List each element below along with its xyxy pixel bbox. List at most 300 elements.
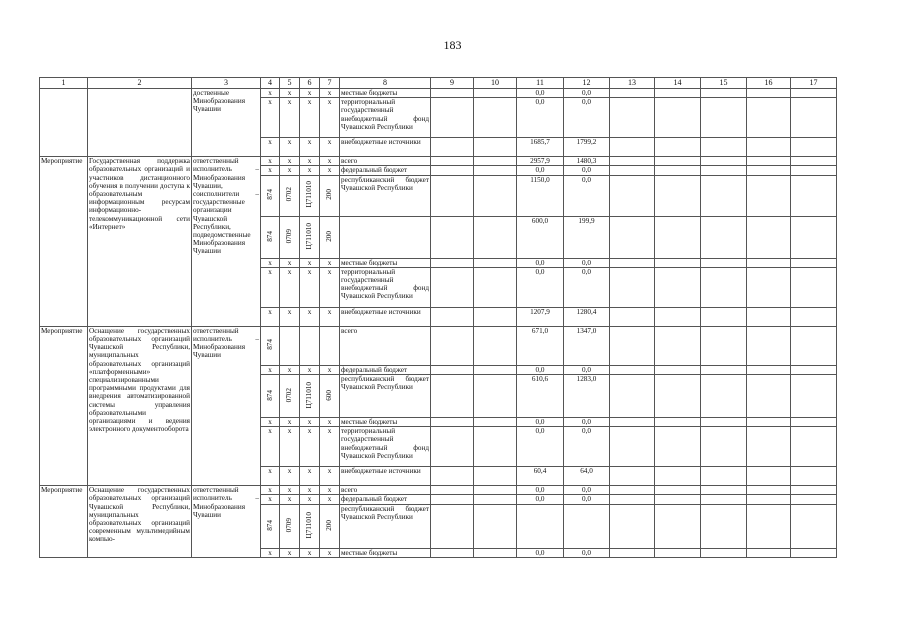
cell: x [261,166,280,175]
col-header: 8 [340,78,431,89]
cell [610,495,655,504]
value-cell: 0,0 [517,486,564,495]
cell [300,326,320,365]
funding-source: всего [340,326,431,365]
col-header: 2 [88,78,192,89]
funding-source: территориальный государственный внебюджетный фонд Чувашской Республики [340,267,431,307]
cell [431,418,474,427]
cell [320,175,340,216]
value-cell: 610,6 [517,375,564,418]
responsible-cell: ответственный исполнитель – Минобразования Чувашии [192,486,261,558]
col-header: 3 [192,78,261,89]
cell [701,504,747,548]
cell: x [280,267,300,307]
cell: x [300,166,320,175]
cell [701,89,747,98]
value-cell: 1799,2 [564,138,610,157]
cell [610,258,655,267]
header-row [40,78,837,89]
cell [610,307,655,326]
cell: x [320,166,340,175]
cell [747,365,791,374]
vertical-code: 200 [325,230,334,242]
cell [791,267,837,307]
value-cell: 0,0 [517,267,564,307]
cell [431,138,474,157]
vertical-code: 0709 [285,517,294,533]
cell [474,258,517,267]
cell: x [320,418,340,427]
cell [474,175,517,216]
value-cell: 0,0 [564,486,610,495]
value-cell: 1207,9 [517,307,564,326]
cell [655,375,701,418]
cell [431,258,474,267]
cell [431,307,474,326]
cell: x [300,98,320,138]
cell [791,175,837,216]
vertical-code: 0709 [285,228,294,244]
cell: x [280,98,300,138]
cell [701,267,747,307]
activity-type: Мероприятие [40,157,88,327]
cell: x [320,138,340,157]
cell: x [280,486,300,495]
cell [610,548,655,557]
cell [701,375,747,418]
cell: x [300,267,320,307]
cell: x [300,307,320,326]
col-header: 1 [40,78,88,89]
cell [610,267,655,307]
cell [791,467,837,486]
cell [791,216,837,258]
cell [320,375,340,418]
cell [431,166,474,175]
cell [655,258,701,267]
cell [431,326,474,365]
value-cell: 1347,0 [564,326,610,365]
cell [701,418,747,427]
funding-source: территориальный государственный внебюджетный фонд Чувашской Республики [340,427,431,467]
cell [431,98,474,138]
value-cell: 1150,0 [517,175,564,216]
cell [431,467,474,486]
funding-source: республиканский бюджет Чувашской Республики [340,504,431,548]
cell [791,548,837,557]
funding-source: местные бюджеты [340,548,431,557]
col-header: 12 [564,78,610,89]
cell [791,365,837,374]
value-cell: 671,0 [517,326,564,365]
value-cell: 0,0 [517,258,564,267]
cell [655,427,701,467]
funding-source: республиканский бюджет Чувашской Республики [340,175,431,216]
funding-source: всего [340,157,431,166]
cell [564,504,610,548]
cell: x [320,495,340,504]
vertical-code: Ц711010 [305,381,314,409]
cell [655,307,701,326]
cell: x [261,258,280,267]
funding-source: внебюджетные источники [340,138,431,157]
table-row [40,157,837,166]
value-cell: 0,0 [564,166,610,175]
funding-source: местные бюджеты [340,418,431,427]
col-header: 9 [431,78,474,89]
cell [261,216,280,258]
cell: x [261,467,280,486]
cell [610,427,655,467]
cell [747,326,791,365]
cell [300,175,320,216]
activity-description: Оснащение государственных образовательных организаций Чувашской Республики, муниципальных образовательных организаций современным мультимедийным компью- [88,486,192,558]
table-row [40,326,837,365]
funding-source: федеральный бюджет [340,495,431,504]
cell [280,504,300,548]
value-cell: 1685,7 [517,138,564,157]
col-header: 4 [261,78,280,89]
responsible-cell: ответственный исполнитель – Минобразования Чувашии [192,326,261,485]
value-cell: 0,0 [517,427,564,467]
cell [747,418,791,427]
cell: x [261,486,280,495]
cell [747,267,791,307]
cell [88,89,192,157]
cell [701,98,747,138]
cell [747,307,791,326]
funding-source: федеральный бюджет [340,365,431,374]
cell [431,175,474,216]
cell: x [280,258,300,267]
cell: x [320,258,340,267]
cell: x [300,157,320,166]
cell: x [261,157,280,166]
budget-table [39,77,837,558]
cell: x [320,307,340,326]
funding-source: местные бюджеты [340,89,431,98]
cell [431,504,474,548]
cell: x [280,418,300,427]
value-cell: 0,0 [517,548,564,557]
value-cell: 0,0 [564,98,610,138]
cell [431,486,474,495]
cell [655,157,701,166]
cell [474,307,517,326]
vertical-code: 0702 [285,187,294,202]
cell: x [320,98,340,138]
value-cell: 0,0 [564,548,610,557]
vertical-code: 874 [265,389,274,401]
cell: x [280,467,300,486]
cell [701,427,747,467]
cell [474,216,517,258]
cell: x [300,89,320,98]
cell [431,495,474,504]
col-header: 6 [300,78,320,89]
value-cell: 0,0 [564,418,610,427]
cell: x [261,548,280,557]
value-cell: 0,0 [564,427,610,467]
vertical-code: 0702 [285,387,294,403]
value-cell: 199,9 [564,216,610,258]
cell [655,504,701,548]
cell [610,365,655,374]
cell: x [300,418,320,427]
cell [655,138,701,157]
cell [474,166,517,175]
col-header: 11 [517,78,564,89]
cell [320,326,340,365]
cell [610,175,655,216]
table-row [40,486,837,495]
value-cell: 0,0 [564,365,610,374]
cell [610,418,655,427]
value-cell: 0,0 [517,89,564,98]
cell [701,326,747,365]
cell [747,157,791,166]
cell [610,486,655,495]
cell [791,157,837,166]
cell [791,89,837,98]
cell: x [300,467,320,486]
cell [474,504,517,548]
cell [747,486,791,495]
cell [747,467,791,486]
cell [747,175,791,216]
cell [655,418,701,427]
cell [431,548,474,557]
cell [701,216,747,258]
cell [431,89,474,98]
cell [791,166,837,175]
cell [791,307,837,326]
vertical-code: 874 [265,230,274,242]
cell [261,175,280,216]
cell [474,467,517,486]
cell [610,89,655,98]
cell: x [280,427,300,467]
cell [655,216,701,258]
cell [791,418,837,427]
responsible-cell: доственные Минобразования Чувашии [192,89,261,157]
cell [261,375,280,418]
cell: x [280,307,300,326]
cell [701,157,747,166]
cell [474,89,517,98]
cell [474,365,517,374]
cell [431,216,474,258]
cell: x [261,89,280,98]
cell [300,375,320,418]
value-cell: 1480,3 [564,157,610,166]
cell [747,166,791,175]
funding-source: всего [340,486,431,495]
cell: x [280,166,300,175]
table-row [40,89,837,98]
cell: x [261,307,280,326]
value-cell: 0,0 [564,267,610,307]
responsible-cell: ответственный исполнитель – Минобразования Чувашии, соисполнители – государственные организации Чувашской Республики, подведомственные Минобразования Чувашии [192,157,261,327]
cell [655,326,701,365]
cell [655,548,701,557]
cell: x [261,365,280,374]
cell [340,216,431,258]
col-header: 7 [320,78,340,89]
cell: x [261,418,280,427]
cell [791,504,837,548]
cell [747,548,791,557]
cell [791,326,837,365]
page-number: 183 [443,38,462,52]
cell [701,258,747,267]
cell [655,89,701,98]
cell [655,365,701,374]
cell: x [300,486,320,495]
cell [747,216,791,258]
cell [610,467,655,486]
value-cell: 0,0 [564,258,610,267]
activity-description: Оснащение государственных образовательных организаций Чувашской Республики, муниципальных образовательных организаций «платформенными» специализированными программными продуктами для внедрения автоматизированной системы управления образовательными организациями и ведения электронного документооборота [88,326,192,485]
cell [791,138,837,157]
cell: x [261,267,280,307]
cell: x [320,267,340,307]
cell [701,486,747,495]
value-cell: 1283,0 [564,375,610,418]
cell [791,486,837,495]
vertical-code: 874 [265,189,274,200]
cell: x [320,548,340,557]
cell [655,495,701,504]
cell [747,427,791,467]
cell [431,267,474,307]
cell [791,495,837,504]
cell [474,486,517,495]
cell [610,98,655,138]
activity-type: Мероприятие [40,486,88,558]
cell: x [300,138,320,157]
cell [610,504,655,548]
cell [517,504,564,548]
cell [474,138,517,157]
cell [701,365,747,374]
value-cell: 0,0 [517,98,564,138]
cell [701,166,747,175]
col-header: 14 [655,78,701,89]
cell [40,89,88,157]
funding-source: внебюджетные источники [340,467,431,486]
value-cell: 0,0 [517,495,564,504]
cell [747,375,791,418]
cell [655,166,701,175]
cell [747,495,791,504]
vertical-code: 600 [325,389,334,401]
cell [747,98,791,138]
cell [655,98,701,138]
cell: x [261,98,280,138]
cell [610,326,655,365]
cell [431,427,474,467]
cell [701,138,747,157]
funding-source: внебюджетные источники [340,307,431,326]
col-header: 13 [610,78,655,89]
vertical-code: Ц711010 [305,222,314,250]
cell [280,175,300,216]
cell: x [261,495,280,504]
cell: x [300,258,320,267]
cell: x [280,157,300,166]
value-cell: 0,0 [517,166,564,175]
value-cell: 600,0 [517,216,564,258]
cell: x [280,138,300,157]
cell [474,267,517,307]
cell [655,486,701,495]
cell [610,138,655,157]
cell: x [320,157,340,166]
cell [280,216,300,258]
cell [280,375,300,418]
value-cell: 0,0 [517,365,564,374]
col-header: 5 [280,78,300,89]
cell: x [280,365,300,374]
value-cell: 0,0 [517,418,564,427]
col-header: 15 [701,78,747,89]
vertical-code: 200 [325,189,334,200]
cell [701,467,747,486]
cell [747,258,791,267]
cell [431,375,474,418]
cell [610,157,655,166]
cell [300,216,320,258]
cell [791,375,837,418]
cell [655,467,701,486]
cell [747,89,791,98]
cell [431,365,474,374]
vertical-code: 200 [325,519,334,531]
cell: x [280,495,300,504]
cell: x [261,427,280,467]
cell [474,375,517,418]
cell [791,258,837,267]
cell [474,326,517,365]
cell [474,98,517,138]
value-cell: 0,0 [564,175,610,216]
funding-source: местные бюджеты [340,258,431,267]
cell [610,216,655,258]
cell [610,375,655,418]
cell [747,138,791,157]
cell: x [320,89,340,98]
cell [474,418,517,427]
activity-description: Государственная поддержка образовательных организаций и участников дистанционного обучения в получении доступа к образовательным информационным ресурсам информационно-телекоммуникационной сети «Интернет» [88,157,192,327]
cell [474,495,517,504]
cell: x [300,495,320,504]
value-cell: 0,0 [564,89,610,98]
cell [261,326,280,365]
funding-source: федеральный бюджет [340,166,431,175]
cell: x [280,548,300,557]
cell: x [300,548,320,557]
cell: x [280,89,300,98]
cell: x [300,365,320,374]
cell [747,504,791,548]
cell [655,175,701,216]
col-header: 16 [747,78,791,89]
cell [320,504,340,548]
cell: x [320,365,340,374]
cell [791,427,837,467]
col-header: 10 [474,78,517,89]
